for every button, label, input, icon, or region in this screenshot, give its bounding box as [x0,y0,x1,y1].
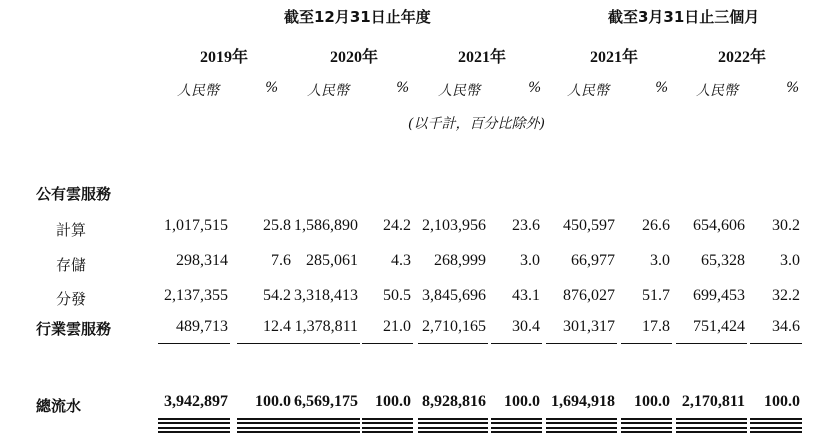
cell-amount: 3,845,696 [422,287,486,304]
total-rule [676,418,747,420]
total-rule [676,431,747,433]
total-rule [621,431,672,433]
cell-amount: 751,424 [693,318,745,335]
row-label-total: 總流水 [36,397,82,415]
total-rule [292,431,360,433]
total-rule [676,422,747,424]
cell-amount: 2,103,956 [422,217,486,234]
cell-amount: 3,942,897 [164,393,228,410]
total-rule [418,427,488,429]
unit-pct: % [786,80,800,96]
cell-percent: 100.0 [634,393,670,410]
total-rule [676,427,747,429]
total-rule [546,427,617,429]
cell-amount: 450,597 [563,217,615,234]
cell-percent: 3.0 [520,252,540,269]
cell-percent: 32.2 [772,287,800,304]
total-rule [362,422,413,424]
cell-amount: 1,017,515 [164,217,228,234]
total-rule [491,422,542,424]
cell-percent: 54.2 [263,287,291,304]
year-header: 2021年 [590,49,639,66]
cell-percent: 100.0 [375,393,411,410]
total-rule [750,431,802,433]
period-header-full-year: 截至12月31日止年度 [284,8,431,26]
subtotal-rule [237,343,293,344]
cell-percent: 3.0 [650,252,670,269]
cell-amount: 2,137,355 [164,287,228,304]
total-rule [292,422,360,424]
total-rule [491,427,542,429]
total-rule [546,418,617,420]
total-rule [621,422,672,424]
cell-percent: 30.2 [772,217,800,234]
cell-amount: 489,713 [176,318,228,335]
cell-percent: 50.5 [383,287,411,304]
unit-rmb: 人民幣 [696,83,738,99]
subtotal-rule [418,343,488,344]
total-rule [237,422,293,424]
total-rule [237,418,293,420]
unit-note: (以千計，百分比除外) [408,116,545,132]
subtotal-rule [158,343,230,344]
cell-amount: 654,606 [693,217,745,234]
cell-amount: 8,928,816 [422,393,486,410]
total-rule [292,427,360,429]
total-rule [237,431,293,433]
cell-percent: 21.0 [383,318,411,335]
total-rule [418,431,488,433]
total-rule [491,431,542,433]
total-rule [418,422,488,424]
cell-percent: 34.6 [772,318,800,335]
unit-rmb: 人民幣 [567,83,609,99]
cell-amount: 876,027 [563,287,615,304]
cell-amount: 6,569,175 [294,393,358,410]
cell-amount: 1,694,918 [551,393,615,410]
cell-percent: 100.0 [764,393,800,410]
total-rule [621,418,672,420]
total-rule [362,427,413,429]
unit-rmb: 人民幣 [438,83,480,99]
cell-amount: 2,710,165 [422,318,486,335]
cell-percent: 12.4 [263,318,291,335]
total-rule [546,431,617,433]
cell-percent: 100.0 [504,393,540,410]
period-header-three-months: 截至3月31日止三個月 [608,8,760,26]
row-label-public-cloud: 公有雲服務 [36,185,112,203]
cell-percent: 100.0 [255,393,291,410]
cell-amount: 699,453 [693,287,745,304]
unit-rmb: 人民幣 [307,83,349,99]
subtotal-rule [491,343,542,344]
cell-percent: 23.6 [512,217,540,234]
total-rule [418,418,488,420]
total-rule [750,427,802,429]
year-header: 2022年 [718,49,767,66]
total-rule [491,418,542,420]
total-rule [750,422,802,424]
year-header: 2021年 [458,49,507,66]
year-header: 2020年 [330,49,379,66]
cell-percent: 17.8 [642,318,670,335]
row-label-compute: 計算 [56,221,87,239]
cell-percent: 43.1 [512,287,540,304]
unit-pct: % [396,80,410,96]
unit-rmb: 人民幣 [177,83,219,99]
cell-percent: 25.8 [263,217,291,234]
subtotal-rule [292,343,360,344]
cell-amount: 268,999 [434,252,486,269]
total-rule [292,418,360,420]
total-rule [362,418,413,420]
total-rule [158,431,230,433]
cell-amount: 65,328 [701,252,745,269]
cell-amount: 66,977 [571,252,615,269]
total-rule [621,427,672,429]
cell-amount: 2,170,811 [681,393,745,410]
cell-percent: 3.0 [780,252,800,269]
row-label-distribution: 分發 [56,290,87,308]
total-rule [546,422,617,424]
subtotal-rule [546,343,617,344]
total-rule [158,427,230,429]
year-header: 2019年 [200,49,249,66]
cell-percent: 4.3 [391,252,411,269]
cell-percent: 24.2 [383,217,411,234]
unit-pct: % [265,80,279,96]
unit-pct: % [528,80,542,96]
cell-percent: 7.6 [271,252,291,269]
unit-pct: % [655,80,669,96]
cell-percent: 30.4 [512,318,540,335]
cell-amount: 1,378,811 [294,318,358,335]
total-rule [750,418,802,420]
total-rule [158,418,230,420]
cell-amount: 3,318,413 [294,287,358,304]
row-label-industry-cloud: 行業雲服務 [36,320,112,338]
cell-amount: 285,061 [306,252,358,269]
subtotal-rule [676,343,747,344]
cell-percent: 51.7 [642,287,670,304]
subtotal-rule [621,343,672,344]
total-rule [362,431,413,433]
cell-amount: 301,317 [563,318,615,335]
subtotal-rule [750,343,802,344]
subtotal-rule [362,343,413,344]
cell-amount: 1,586,890 [294,217,358,234]
total-rule [158,422,230,424]
row-label-storage: 存儲 [56,256,87,274]
total-rule [237,427,293,429]
cell-amount: 298,314 [176,252,228,269]
cell-percent: 26.6 [642,217,670,234]
